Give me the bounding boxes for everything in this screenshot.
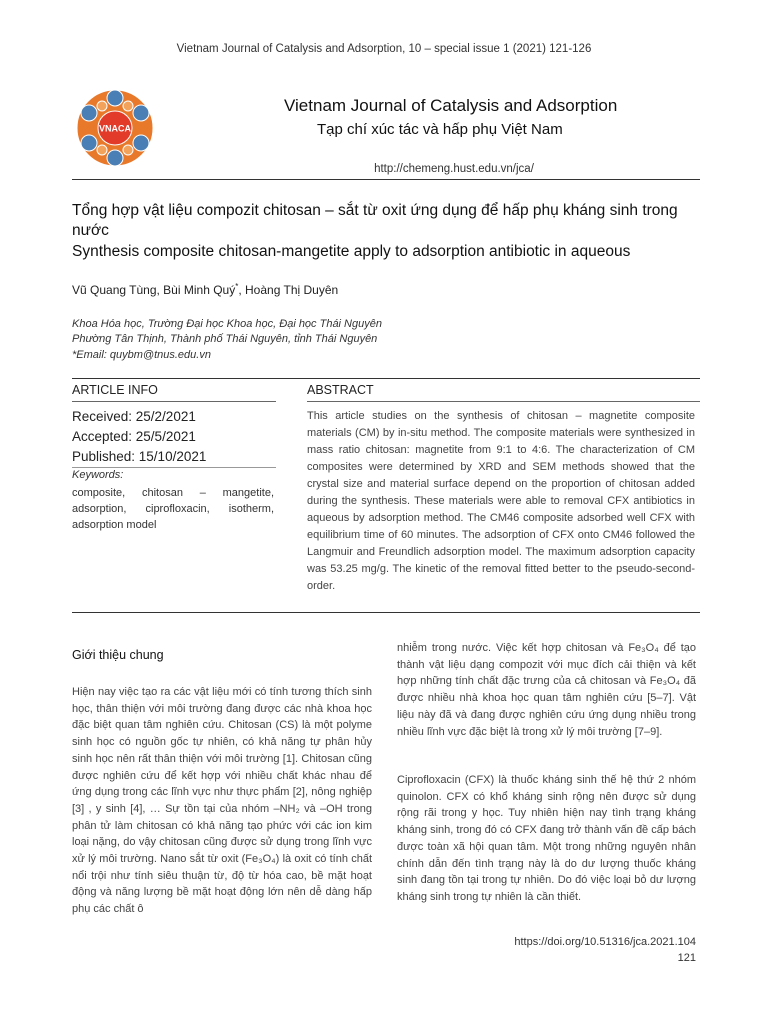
article-title-vi: Tổng hợp vật liệu compozit chitosan – sắt từ oxit ứng dụng để hấp phụ kháng sinh trong nước <box>72 202 678 239</box>
keywords-label: Keywords: <box>72 469 124 481</box>
keywords-rule <box>72 467 276 468</box>
abstract-bottom-rule <box>72 612 700 613</box>
corresponding-email[interactable]: *Email: quybm@tnus.edu.vn <box>72 349 211 361</box>
logo-text: VNACA <box>98 123 132 134</box>
article-title-en: Synthesis composite chitosan-mangetite apply to adsorption antibiotic in aqueous <box>72 243 631 260</box>
received-date: Received: 25/2/2021 <box>72 409 196 424</box>
article-info-rule <box>72 401 276 402</box>
info-top-rule <box>72 378 700 379</box>
author-list <box>72 282 338 297</box>
vnaca-logo <box>75 88 155 168</box>
abstract-heading: ABSTRACT <box>307 383 374 397</box>
authors-part-1: Vũ Quang Tùng, Bùi Minh Quý <box>72 283 236 297</box>
journal-title-en: Vietnam Journal of Catalysis and Adsorption <box>284 96 618 115</box>
keywords-list: composite, chitosan – mangetite, adsorption, ciprofloxacin, isotherm, adsorption model <box>72 487 274 531</box>
affiliation-2: Phường Tân Thịnh, Thành phố Thái Nguyên, tỉnh Thái Nguyên <box>72 333 378 345</box>
article-info-heading: ARTICLE INFO <box>72 383 158 397</box>
running-header: Vietnam Journal of Catalysis and Adsorption, 10 – special issue 1 (2021) 121-126 <box>176 43 592 55</box>
accepted-date: Accepted: 25/5/2021 <box>72 429 196 444</box>
journal-title-vi: Tạp chí xúc tác và hấp phụ Việt Nam <box>317 121 563 138</box>
page-number: 121 <box>677 952 696 964</box>
published-date: Published: 15/10/2021 <box>72 449 207 464</box>
abstract-text: This article studies on the synthesis of chitosan – magnetite composite materials (CM) by in-situ method. The composite materials were synthesized in mass ratio chitosan: magnetite from 9:1 to 4:6. The characterization of CM composites were determined by XRD and SEM methods showed that the crystal size and material surface depend on the proportion of chitosan added during the synthesis. These materials were able to removal CFX antibiotics in aqueous by adsorption method. The CM46 composite adsorbed well CFX with equilibrium time of 60 minutes. The adsorption of CFX onto CM46 followed the Langmuir and Freundlich adsorption model. The maximum adsorption capacity was 53.25 mg/g. The kinetic of the removal fitted better to the pseudo-second-order. <box>307 410 695 592</box>
intro-heading: Giới thiệu chung <box>72 648 164 662</box>
doi-link[interactable]: https://doi.org/10.51316/jca.2021.104 <box>514 936 696 948</box>
affiliation-1: Khoa Hóa học, Trường Đại học Khoa học, Đại học Thái Nguyên <box>72 318 382 330</box>
authors-part-2: , Hoàng Thị Duyên <box>238 283 339 297</box>
header-rule <box>72 179 700 180</box>
intro-paragraph-2: nhiễm trong nước. Việc kết hợp chitosan và Fe₃O₄ để tạo thành vật liệu dạng compozit với mục đích cải thiện và kết hợp những tính chất đặc trưng của cả chitosan và Fe₃O₄ đã được nhiều nhà khoa học quan tâm nghiên cứu [5–7]. Vật liệu này đã và đang được nghiên cứu ứng dụng nhiều trong nhiều lĩnh vực đặc biệt là trong xử lý môi trường [7–9]. <box>397 642 696 738</box>
corresponding-mark: * <box>235 282 239 291</box>
journal-url[interactable]: http://chemeng.hust.edu.vn/jca/ <box>374 163 534 175</box>
intro-paragraph-1: Hiện nay việc tạo ra các vật liệu mới có tính tương thích sinh học, thân thiện với môi trường đang được các nhà khoa học đặc biệt quan tâm nghiên cứu. Chitosan (CS) là một polyme sinh học có nguồn gốc tự nhiên, có khả năng tự phân hủy sinh học nên rất thân thiện với môi trường [1]. Chitosan cũng được nghiên cứu để kết hợp với nhiều chất khác nhau để ứng dụng trong các lĩnh vực như thực phẩm [2], nông nghiệp [3] , y sinh [4], … Sự tồn tại của nhóm –NH₂ và –OH trong phân tử làm chitosan có khả năng tạo phức với các ion kim loại nặng, do vậy chitosan cũng được sử dụng trong lĩnh vực xử lý môi trường. Nano sắt từ oxit (Fe₃O₄) là oxit có tính chất nổi trội như tính siêu thuận từ, độ từ hóa cao, bề mặt hoạt động và năng lượng bề mặt hoạt động lớn nên dễ dàng hấp phụ các chất ô <box>72 686 372 916</box>
intro-paragraph-3: Ciprofloxacin (CFX) là thuốc kháng sinh thế hệ thứ 2 nhóm quinolon. CFX có khổ kháng sinh rộng nên được sử dụng rộng rãi trong y học. Tuy nhiên hiện nay tình trạng kháng kháng sinh, trong đó có CFX đang trở thành vấn đề cấp bách được toàn xã hội quan tâm. Một trong những nguyên nhân chính dẫn đến tình trạng này là do dư lượng thuốc kháng sinh đang tồn tại trong tự nhiên. Do đó việc loại bỏ dư lượng kháng sinh trong tự nhiên là cần thiết. <box>397 774 696 903</box>
abstract-rule <box>307 401 700 402</box>
